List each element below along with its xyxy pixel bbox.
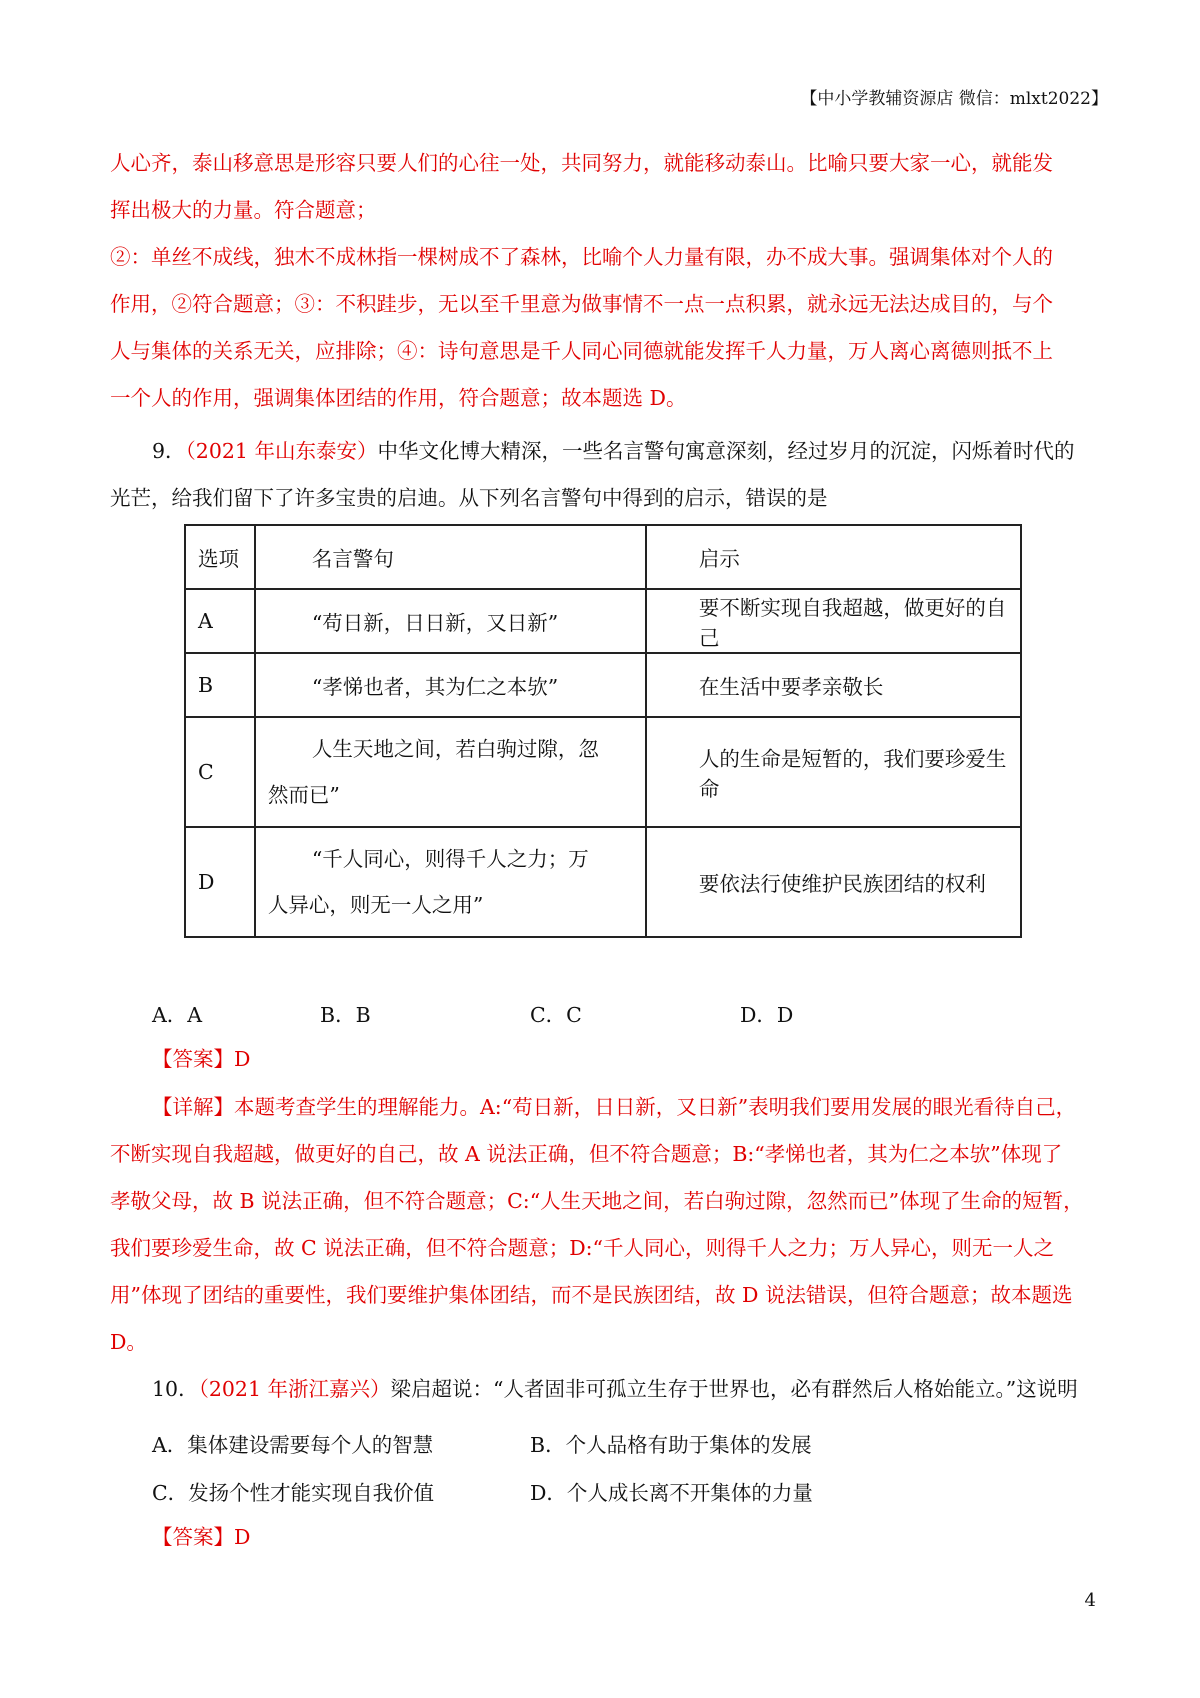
quote-table [184, 524, 1022, 938]
prev-explanation [110, 140, 1100, 422]
question-source: （2021 年山东泰安） [185, 439, 378, 463]
table-header-row [185, 525, 1021, 589]
table-row [185, 653, 1021, 717]
page-header: 【中小学教辅资源店 微信：mlxt2022】 [800, 89, 1108, 109]
option-c: C．发扬个性才能实现自我价值 [152, 1481, 435, 1505]
quote-line: 人生天地之间，若白驹过隙，忽 [311, 737, 599, 761]
quote-cell [255, 827, 646, 937]
table-header-cell: 名言警句 [255, 525, 646, 589]
question-9-line2: 光芒，给我们留下了许多宝贵的启迪。从下列名言警句中得到的启示，错误的是 [110, 486, 828, 510]
explanation-line: 一个人的作用，强调集体团结的作用，符合题意；故本题选 D。 [110, 386, 687, 410]
detail-label: 【详解】 [152, 1095, 234, 1119]
quote-cell [255, 717, 646, 827]
option-cell: A [185, 589, 255, 653]
answer-label: 【答案】 [152, 1047, 234, 1071]
question-source: （2021 年浙江嘉兴） [198, 1377, 391, 1401]
question-9-options [152, 998, 852, 1028]
option-c: C．C [530, 1003, 582, 1027]
detail-text: 本题考查学生的理解能力。A:“苟日新，日日新，又日新”表明我们要用发展的眼光看待自己， [234, 1095, 1077, 1119]
table-row [185, 589, 1021, 653]
question-10-options [152, 1428, 1052, 1508]
table-header-cell: 启示 [646, 525, 1021, 589]
detail-line: 不断实现自我超越，做更好的自己，故 A 说法正确，但不符合题意；B:“孝悌也者，其为仁之本欤”体现了 [110, 1142, 1063, 1166]
quote-cell: “苟日新，日日新，又日新” [255, 589, 646, 653]
question-10-answer [152, 1514, 652, 1561]
explanation-line: 挥出极大的力量。符合题意； [110, 198, 377, 222]
option-a: A．A [152, 1003, 203, 1027]
insight-cell: 人的生命是短暂的，我们要珍爱生命 [646, 717, 1021, 827]
option-d: D．D [740, 1003, 794, 1027]
question-number: 9． [152, 439, 186, 463]
insight-cell: 要依法行使维护民族团结的权利 [646, 827, 1021, 937]
quote-line: “千人同心，则得千人之力；万 [311, 847, 589, 871]
question-9-stem [110, 428, 1100, 522]
question-stem: 中华文化博大精深，一些名言警句寓意深刻，经过岁月的沉淀，闪烁着时代的 [377, 439, 1075, 463]
question-stem: 梁启超说：“人者固非可孤立生存于世界也，必有群然后人格始能立。”这说明 [390, 1377, 1078, 1401]
question-9-detail [110, 1084, 1100, 1366]
detail-line: D。 [110, 1330, 147, 1354]
answer-value: D [234, 1525, 251, 1549]
answer-value: D [234, 1047, 251, 1071]
detail-line: 用”体现了团结的重要性，我们要维护集体团结，而不是民族团结，故 D 说法错误，但符合题意；故本题选 [110, 1283, 1073, 1307]
option-b: B．个人品格有助于集体的发展 [530, 1433, 812, 1457]
insight-cell: 在生活中要孝亲敬长 [646, 653, 1021, 717]
quote-line: 然而已” [267, 783, 340, 807]
option-cell: B [185, 653, 255, 717]
question-10-stem [110, 1366, 1100, 1413]
explanation-line: 作用，②符合题意；③：不积跬步，无以至千里意为做事情不一点一点积累，就永远无法达成目的，与个 [110, 292, 1053, 316]
question-9-answer [152, 1036, 652, 1083]
question-number: 10． [152, 1377, 199, 1401]
table-row [185, 717, 1021, 827]
option-cell: C [185, 717, 255, 827]
explanation-line: 人心齐，泰山移意思是形容只要人们的心往一处，共同努力，就能移动泰山。比喻只要大家一心，就能发 [110, 151, 1053, 175]
explanation-line: 人与集体的关系无关，应排除；④：诗句意思是千人同心同德就能发挥千人力量，万人离心离德则抵不上 [110, 339, 1053, 363]
option-a: A．集体建设需要每个人的智慧 [152, 1433, 434, 1457]
answer-label: 【答案】 [152, 1525, 234, 1549]
insight-cell: 要不断实现自我超越，做更好的自己 [646, 589, 1021, 653]
question-9-line1 [110, 428, 1100, 475]
table-row [185, 827, 1021, 937]
table-header-cell: 选项 [185, 525, 255, 589]
option-d: D．个人成长离不开集体的力量 [530, 1481, 813, 1505]
detail-line: 我们要珍爱生命，故 C 说法正确，但不符合题意；D:“千人同心，则得千人之力；万人异心，则无一人之 [110, 1236, 1055, 1260]
quote-line: 人异心，则无一人之用” [267, 893, 484, 917]
quote-cell: “孝悌也者，其为仁之本欤” [255, 653, 646, 717]
option-cell: D [185, 827, 255, 937]
explanation-line: ②：单丝不成线，独木不成林指一棵树成不了森林，比喻个人力量有限，办不成大事。强调集体对个人的 [110, 245, 1053, 269]
option-b: B．B [320, 1003, 371, 1027]
detail-line [110, 1084, 1100, 1131]
page-number: 4 [1084, 1590, 1096, 1611]
detail-line: 孝敬父母，故 B 说法正确，但不符合题意；C:“人生天地之间，若白驹过隙，忽然而已”体现了生命的短暂， [110, 1189, 1084, 1213]
